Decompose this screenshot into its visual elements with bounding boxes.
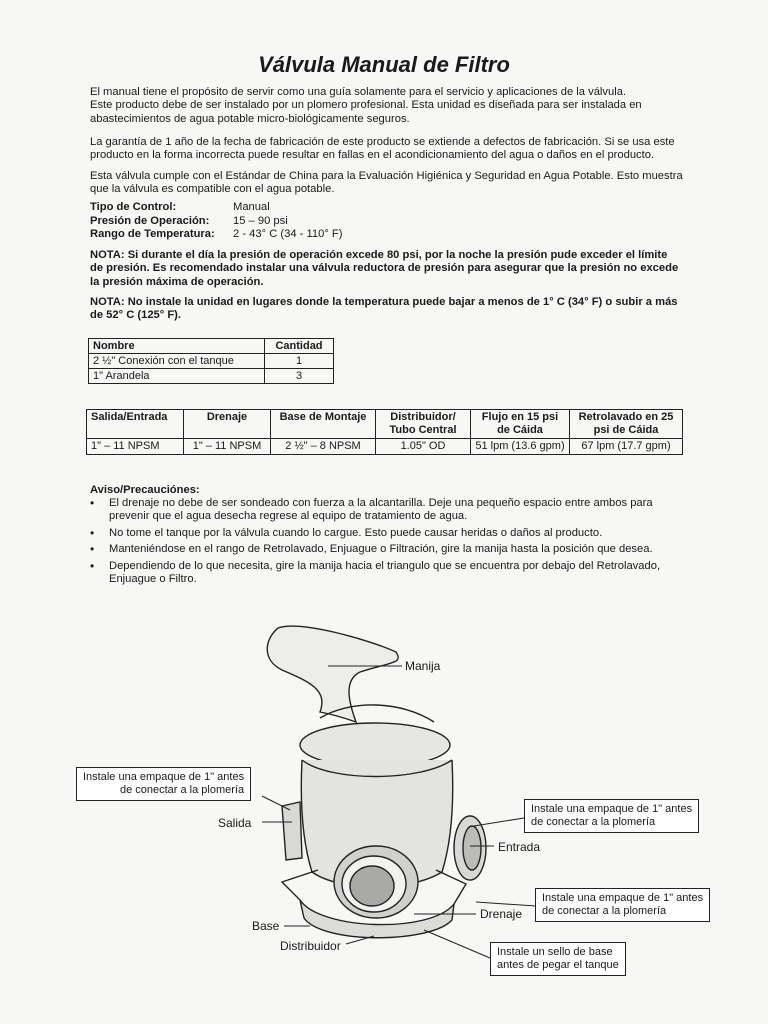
warnings-heading: Aviso/Precauciónes: (90, 484, 200, 496)
column-header: Flujo en 15 psi de Cáida (471, 410, 570, 439)
list-item-line: • No tome el tanque por la válvula cuando lo cargue. Esto puede causar heridas o daños al producto. (109, 526, 603, 539)
label-base: Base (252, 919, 280, 933)
label-drenaje: Drenaje (480, 907, 523, 921)
valve-illustration (267, 626, 486, 938)
column-header: Cantidad (265, 339, 334, 354)
spec-value: Manual (233, 201, 270, 213)
warranty-line: producto en la forma incorrecta puede resultar en fallas en el acondicionamiento del agua o daños en el producto. (90, 149, 655, 162)
label-salida: Salida (218, 816, 252, 830)
spec-key: Rango de Temperatura: (90, 228, 215, 240)
column-header: Retrolavado en 25 psi de Cáida (570, 410, 683, 439)
standard-line: que la válvula es compatible con el agua potable. (90, 183, 335, 196)
callout-line: Instale una empaque de 1" antes (83, 771, 245, 783)
table-cell: 1.05" OD (376, 439, 471, 455)
callout-line: de conectar a la plomería (542, 905, 667, 917)
label-distribuidor: Distribuidor (280, 939, 341, 953)
intro-line: abastecimientos de agua potable micro-biológicamente seguros. (90, 112, 410, 125)
page-title: Válvula Manual de Filtro (258, 52, 510, 77)
table-cell: 51 lpm (13.6 gpm) (471, 439, 570, 455)
intro-line: El manual tiene el propósito de servir como una guía solamente para el servicio y aplicaciones de la válvula. (90, 86, 627, 98)
callout-line: Instale un sello de base (497, 946, 613, 958)
column-header: Base de Montaje (271, 410, 376, 439)
callout-line: de conectar a la plomería (119, 784, 245, 796)
callout-entrada-gasket (524, 799, 699, 833)
list-item-line: • Manteniéndose en el rango de Retrolavado, Enjuague o Filtración, gire la manija hasta la posición que desea. (109, 543, 653, 556)
table-cell: 1" – 11 NPSM (87, 439, 184, 455)
callout-base-seal (490, 942, 626, 976)
note-line: NOTA: Si durante el día la presión de operación excede 80 psi, por la noche la presión pude exceder el límite (90, 249, 668, 261)
callout-line: Instale una empaque de 1" antes (531, 803, 693, 815)
note-line: la presión máxima de operación. (90, 275, 264, 288)
spec-value: 15 – 90 psi (233, 214, 288, 227)
table-cell: 1" Arandela (89, 369, 265, 384)
callout-line: Instale una empaque de 1" antes (542, 892, 704, 904)
table-cell: 2 ½" – 8 NPSM (271, 439, 376, 455)
column-header: Salida/Entrada (87, 410, 184, 439)
table-cell: 1 (265, 354, 334, 369)
list-item-line: • El drenaje no debe de ser sondeado con fuerza a la alcantarilla. Deje una pequeño espacio entre ambos para (109, 497, 653, 509)
note-line: de presión. Es recomendado instalar una válvula reductora de presión para asegurar que la presión no excede (90, 262, 679, 275)
callout-line: de conectar a la plomería (531, 816, 656, 828)
spec-key: Tipo de Control: (90, 201, 177, 213)
column-header: Drenaje (184, 410, 271, 439)
note-line: de 52° C (125° F). (90, 309, 182, 322)
column-header: Nombre (89, 339, 265, 354)
standard-line: Esta válvula cumple con el Estándar de China para la Evaluación Higiénica y Seguridad en Agua Potable. Esto muestra (90, 170, 683, 182)
spec-key: Presión de Operación: (90, 214, 210, 227)
table-cell: 67 lpm (17.7 gpm) (570, 439, 683, 455)
label-manija: Manija (405, 659, 441, 673)
spec-value: 2 - 43° C (34 - 110° F) (233, 228, 343, 240)
list-item-line: Enjuague o Filtro. (109, 572, 197, 585)
callout-drenaje-gasket (535, 888, 710, 922)
warranty-line: La garantía de 1 año de la fecha de fabricación de este producto se extiende a defectos de fabricación. Si se usa este (90, 136, 675, 148)
list-item-line: • Dependiendo de lo que necesita, gire la manija hacia el triangulo que se encuentra por debajo del Retrolavado, (109, 560, 661, 573)
note-line: NOTA: No instale la unidad en lugares donde la temperatura puede bajar a menos de 1° C (34° F) o subir a más (90, 296, 678, 308)
table-cell: 3 (265, 369, 334, 384)
callout-line: antes de pegar el tanque (497, 959, 619, 971)
column-header: Distribuidor/ Tubo Central (376, 410, 471, 439)
intro-line: Este producto debe de ser instalado por un plomero profesional. Esta unidad es diseñada para ser instalada en (90, 99, 642, 112)
table-cell: 2 ½" Conexión con el tanque (89, 354, 265, 369)
table-cell: 1" – 11 NPSM (184, 439, 271, 455)
list-item-line: prevenir que el agua desecha regrese al equipo de tratamiento de agua. (109, 509, 468, 522)
label-entrada: Entrada (498, 840, 541, 854)
callout-salida-gasket (76, 767, 251, 801)
